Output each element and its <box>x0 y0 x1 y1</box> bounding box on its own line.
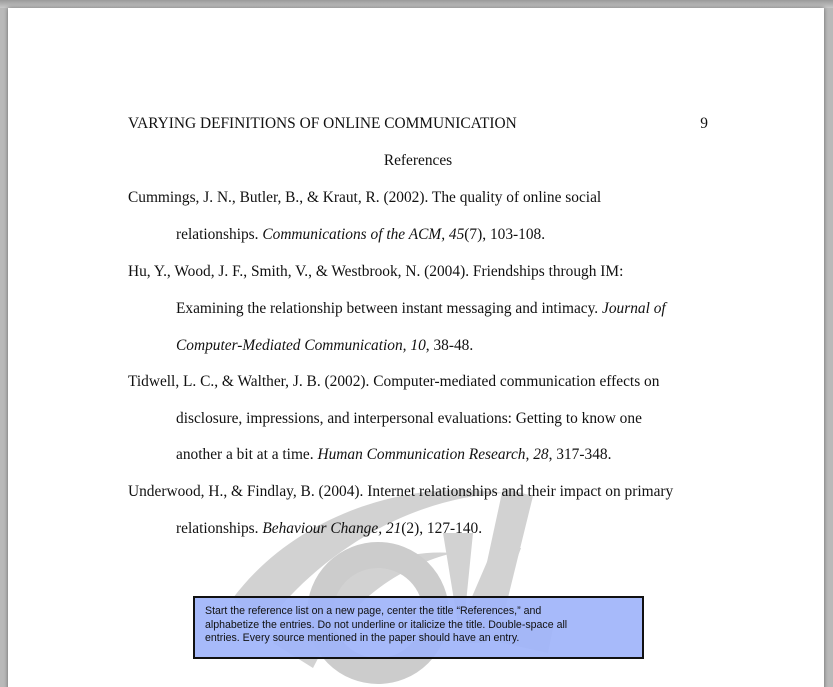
reference-entry-4-line-1: Underwood, H., & Findlay, B. (2004). Internet relationships and their impact on primary <box>128 483 674 500</box>
callout-line-3: entries. Every source mentioned in the paper should have an entry. <box>205 632 520 644</box>
page-number: 9 <box>700 115 708 132</box>
journal-title: Journal of <box>602 300 666 317</box>
journal-title: Communications of the ACM, 45 <box>262 226 465 243</box>
reference-entry-3-line-3: another a bit at a time. Human Communication Research, 28, 317-348. <box>176 446 612 463</box>
callout-line-2: alphabetize the entries. Do not underline or italicize the title. Double-space all <box>205 618 568 631</box>
reference-entry-2-line-3: Computer-Mediated Communication, 10, 38-48. <box>176 337 474 354</box>
running-head <box>128 115 708 133</box>
reference-entry-2-line-2: Examining the relationship between instant messaging and intimacy. Journal of <box>176 300 666 317</box>
reference-entry-1-line-2: relationships. Communications of the ACM, 45(7), 103-108. <box>176 226 546 243</box>
document-page[interactable] <box>8 8 824 687</box>
callout-line-1: Start the reference list on a new page, center the title “References,” and <box>205 605 542 617</box>
reference-entry-3-line-1: Tidwell, L. C., & Walther, J. B. (2002). Computer-mediated communication effects on <box>128 373 660 390</box>
journal-title: Human Communication Research, 28 <box>317 446 549 463</box>
journal-title: Computer-Mediated Communication, 10 <box>176 337 426 354</box>
reference-entry-2-line-1: Hu, Y., Wood, J. F., Smith, V., & Westbrook, N. (2004). Friendships through IM: <box>128 263 624 280</box>
references-title: References <box>383 152 453 169</box>
journal-title: Behaviour Change, 21 <box>262 520 402 537</box>
reference-entry-4-line-2: relationships. Behaviour Change, 21(2), 127-140. <box>176 520 483 537</box>
running-head-title: VARYING DEFINITIONS OF ONLINE COMMUNICATION <box>128 115 517 132</box>
reference-entry-1-line-1: Cummings, J. N., Butler, B., & Kraut, R. (2002). The quality of online social <box>128 189 602 206</box>
toolbar-shadow <box>0 0 833 8</box>
instruction-callout <box>193 596 644 659</box>
reference-entry-3-line-2: disclosure, impressions, and interpersonal evaluations: Getting to know one <box>176 410 642 427</box>
